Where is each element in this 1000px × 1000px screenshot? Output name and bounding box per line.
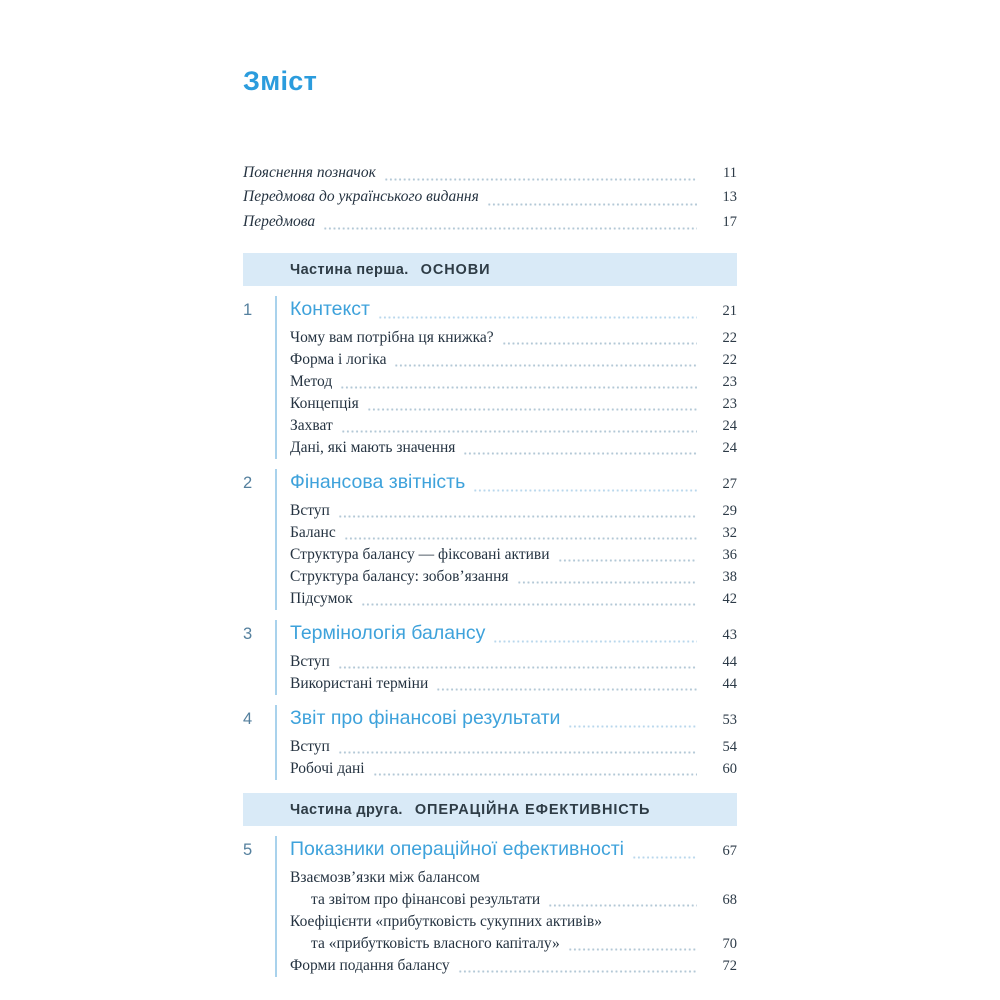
toc-entry-page: 13 bbox=[722, 189, 737, 206]
toc-entry-label: Структура балансу: зобов’язання bbox=[290, 568, 509, 586]
toc-section bbox=[243, 253, 737, 780]
toc-entry bbox=[290, 437, 737, 459]
toc-entry-label: та «прибутковість власного капіталу» bbox=[311, 935, 560, 953]
dot-leader bbox=[323, 227, 697, 230]
toc-chapter bbox=[243, 705, 737, 780]
toc-entry bbox=[290, 736, 737, 758]
dot-leader bbox=[394, 364, 697, 367]
dot-leader bbox=[344, 537, 697, 540]
dot-leader bbox=[361, 603, 697, 606]
chapter-number: 2 bbox=[243, 474, 253, 493]
chapter-number: 3 bbox=[243, 625, 253, 644]
toc-entry bbox=[290, 867, 737, 889]
toc-entry-label: Взаємозв’язки між балансом bbox=[290, 869, 480, 887]
chapter-number: 5 bbox=[243, 841, 253, 860]
chapter-page: 67 bbox=[722, 843, 737, 860]
toc-entry-label: та звітом про фінансові результати bbox=[311, 891, 541, 909]
toc-entry-label: Використані терміни bbox=[290, 675, 429, 693]
toc-entry-label: Чому вам потрібна ця книжка? bbox=[290, 329, 494, 347]
chapter-title: Фінансова звітність bbox=[290, 471, 466, 494]
toc-entry bbox=[290, 955, 737, 977]
dot-leader bbox=[373, 773, 697, 776]
toc-entry-page: 32 bbox=[722, 525, 737, 542]
toc-entry-label: Структура балансу — фіксовані активи bbox=[290, 546, 550, 564]
toc-entry-label: Робочі дані bbox=[290, 760, 365, 778]
toc-chapter bbox=[243, 469, 737, 610]
toc-entry-page: 68 bbox=[722, 892, 737, 909]
toc-entry-page: 11 bbox=[723, 165, 737, 181]
toc-entry bbox=[243, 185, 737, 209]
toc-content bbox=[243, 0, 737, 977]
toc-entry-page: 36 bbox=[722, 547, 737, 564]
toc-entry bbox=[290, 911, 737, 933]
chapter-title: Контекст bbox=[290, 298, 370, 321]
chapters-list bbox=[243, 296, 737, 780]
toc-chapter bbox=[243, 620, 737, 695]
chapter-title-row bbox=[290, 469, 737, 497]
toc-section bbox=[243, 793, 737, 977]
dot-leader bbox=[338, 666, 697, 669]
toc-entry bbox=[290, 327, 737, 349]
part-label: Частина друга. bbox=[290, 801, 403, 818]
dot-leader bbox=[548, 904, 697, 907]
toc-entry-label: Коефіцієнти «прибутковість сукупних активів» bbox=[290, 913, 603, 931]
toc-entry-label: Передмова до українського видання bbox=[243, 188, 479, 206]
chapter-number: 1 bbox=[243, 301, 253, 320]
toc-entry bbox=[290, 889, 737, 911]
sections-container bbox=[243, 253, 737, 977]
dot-leader bbox=[502, 342, 697, 345]
toc-entry-page: 17 bbox=[722, 213, 737, 230]
chapter-title: Звіт про фінансові результати bbox=[290, 707, 561, 730]
toc-entry-page: 60 bbox=[722, 761, 737, 778]
part-title: ОПЕРАЦІЙНА ЕФЕКТИВНІСТЬ bbox=[414, 801, 651, 818]
toc-entry-label: Форма і логіка bbox=[290, 351, 387, 369]
chapter-body bbox=[275, 469, 737, 610]
dot-leader bbox=[436, 688, 697, 691]
chapter-body bbox=[275, 296, 737, 459]
chapter-entries-list bbox=[290, 736, 737, 780]
dot-leader bbox=[463, 452, 697, 455]
part-title: ОСНОВИ bbox=[420, 261, 491, 278]
toc-entry bbox=[290, 544, 737, 566]
part-label: Частина перша. bbox=[290, 261, 409, 278]
toc-entry-page: 72 bbox=[722, 958, 737, 975]
toc-entry-label: Баланс bbox=[290, 524, 336, 542]
toc-entry-page: 22 bbox=[722, 352, 737, 369]
toc-entry bbox=[290, 415, 737, 437]
dot-leader bbox=[367, 408, 697, 411]
toc-entry-page: 23 bbox=[722, 374, 737, 391]
chapter-body bbox=[275, 620, 737, 695]
dot-leader bbox=[632, 856, 697, 859]
part-banner bbox=[243, 253, 737, 286]
chapter-entries-list bbox=[290, 651, 737, 695]
dot-leader bbox=[340, 386, 697, 389]
toc-entry bbox=[290, 758, 737, 780]
front-matter-list bbox=[243, 161, 737, 234]
dot-leader bbox=[568, 725, 697, 728]
dot-leader bbox=[341, 430, 697, 433]
dot-leader bbox=[378, 316, 697, 319]
dot-leader bbox=[338, 515, 697, 518]
toc-entry-label: Передмова bbox=[243, 212, 316, 230]
chapter-title: Термінологія балансу bbox=[290, 622, 486, 645]
chapter-title: Показники операційної ефективності bbox=[290, 838, 624, 861]
toc-entry-label: Концепція bbox=[290, 395, 359, 413]
toc-entry-label: Дані, які мають значення bbox=[290, 439, 456, 457]
toc-entry bbox=[290, 651, 737, 673]
dot-leader bbox=[487, 203, 697, 206]
toc-entry-label: Вступ bbox=[290, 738, 330, 756]
chapter-number: 4 bbox=[243, 710, 253, 729]
toc-entry-page: 24 bbox=[722, 440, 737, 457]
toc-entry-page: 38 bbox=[722, 569, 737, 586]
dot-leader bbox=[338, 751, 697, 754]
toc-chapter bbox=[243, 296, 737, 459]
toc-entry bbox=[290, 673, 737, 695]
toc-entry-label: Вступ bbox=[290, 502, 330, 520]
toc-entry bbox=[290, 371, 737, 393]
toc-entry-label: Захват bbox=[290, 417, 333, 435]
toc-entry-page: 42 bbox=[722, 591, 737, 608]
part-banner bbox=[243, 793, 737, 826]
toc-entry-label: Пояснення позначок bbox=[243, 164, 376, 181]
dot-leader bbox=[473, 489, 697, 492]
chapter-page: 43 bbox=[722, 627, 737, 644]
dot-leader bbox=[568, 948, 697, 951]
toc-entry bbox=[243, 210, 737, 234]
toc-entry-page: 44 bbox=[722, 654, 737, 671]
toc-entry-label: Вступ bbox=[290, 653, 330, 671]
chapter-title-row bbox=[290, 620, 737, 648]
toc-entry bbox=[290, 588, 737, 610]
dot-leader bbox=[558, 559, 697, 562]
toc-entry-page: 29 bbox=[722, 503, 737, 520]
chapter-page: 53 bbox=[722, 712, 737, 729]
toc-entry-page: 44 bbox=[722, 676, 737, 693]
chapter-body bbox=[275, 705, 737, 780]
chapter-entries-list bbox=[290, 327, 737, 459]
toc-entry-page: 70 bbox=[722, 936, 737, 953]
chapter-body bbox=[275, 836, 737, 977]
chapter-page: 27 bbox=[722, 476, 737, 493]
toc-entry bbox=[290, 522, 737, 544]
chapter-title-row bbox=[290, 296, 737, 324]
chapter-entries-list bbox=[290, 867, 737, 977]
chapters-list bbox=[243, 836, 737, 977]
toc-entry bbox=[290, 933, 737, 955]
dot-leader bbox=[458, 970, 697, 973]
toc-entry bbox=[290, 393, 737, 415]
chapter-title-row bbox=[290, 705, 737, 733]
chapter-page: 21 bbox=[722, 303, 737, 320]
toc-entry bbox=[290, 349, 737, 371]
toc-entry-page: 23 bbox=[722, 396, 737, 413]
toc-entry-page: 24 bbox=[722, 418, 737, 435]
toc-entry bbox=[290, 500, 737, 522]
toc-entry-page: 22 bbox=[722, 330, 737, 347]
toc-entry bbox=[243, 161, 737, 185]
dot-leader bbox=[493, 640, 697, 643]
toc-entry-label: Підсумок bbox=[290, 590, 353, 608]
toc-chapter bbox=[243, 836, 737, 977]
toc-entry-label: Форми подання балансу bbox=[290, 957, 450, 975]
dot-leader bbox=[517, 581, 697, 584]
chapter-title-row bbox=[290, 836, 737, 864]
chapter-entries-list bbox=[290, 500, 737, 610]
toc-entry bbox=[290, 566, 737, 588]
toc-entry-label: Метод bbox=[290, 373, 333, 391]
dot-leader bbox=[384, 178, 697, 181]
toc-entry-page: 54 bbox=[722, 739, 737, 756]
page-title: Зміст bbox=[243, 66, 318, 96]
